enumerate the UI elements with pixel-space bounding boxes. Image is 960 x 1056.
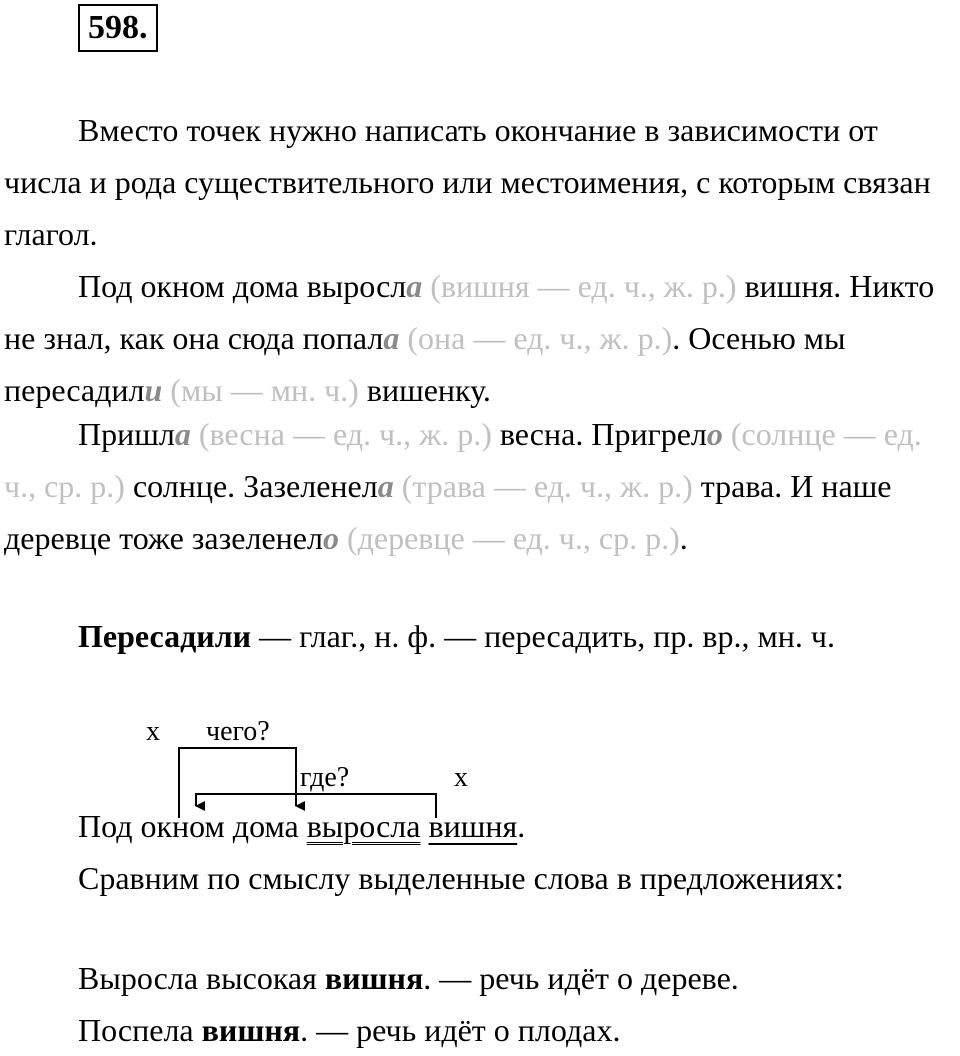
ending: а [383, 320, 400, 356]
grammar-note: (трава — ед. ч., ж. р.) [393, 468, 693, 504]
text: Осенью мы пересадил [4, 320, 846, 408]
answer-paragraph-2 [4, 408, 956, 564]
text: вишенку. [358, 372, 491, 408]
highlighted-word: вишня [324, 960, 424, 996]
x-mark-right: х [454, 762, 468, 793]
exercise-number: 598. [78, 4, 158, 52]
analysis-text: — глаг., н. ф. — пересадить, пр. вр., мн. ч. [251, 618, 835, 654]
ending: и [144, 372, 163, 408]
text: . [517, 808, 526, 844]
word: дома [232, 808, 299, 844]
text: . [672, 320, 681, 356]
text: Пришл [78, 416, 175, 452]
intro-paragraph: Вместо точек нужно написать окончание в зависимости от числа и рода существительного или местоимения, с которым связан глагол. [4, 112, 931, 252]
text: Поспела [78, 1012, 202, 1048]
text: вишня. [736, 268, 842, 304]
grammar-note: (она — ед. ч., ж. р.) [399, 320, 673, 356]
morphology-analysis [4, 610, 956, 662]
word: Под [78, 808, 133, 844]
ending: о [706, 416, 723, 452]
word: окном [140, 808, 225, 844]
text: л [367, 320, 384, 356]
highlighted-word: вишня [201, 1012, 301, 1048]
text: Под окном дома вырос [78, 268, 391, 304]
question-what: чего? [206, 716, 270, 747]
text: И наше деревце тоже зазеленел [4, 468, 892, 556]
ending: а [377, 468, 394, 504]
answer-paragraph-1 [4, 260, 956, 416]
grammar-note: (солнце — ед. ч., ср. р.) [4, 416, 922, 504]
text: Зазеленел [235, 468, 378, 504]
text: весна. [491, 416, 584, 452]
text: солнце. [124, 468, 236, 504]
question-where: где? [300, 762, 350, 793]
x-mark-left: х [146, 716, 160, 747]
predicate: выросла [306, 808, 421, 844]
grammar-note: (деревце — ед. ч., ср. р.) [338, 520, 680, 556]
grammar-note: (вишня — ед. ч., ж. р.) [422, 268, 737, 304]
ending: а [406, 268, 423, 304]
text: Пригрел [583, 416, 707, 452]
parsed-sentence [4, 800, 956, 852]
grammar-note: (весна — ед. ч., ж. р.) [190, 416, 492, 452]
analyzed-word: Пересадили [78, 618, 252, 654]
text: л [390, 268, 407, 304]
ending: о [322, 520, 339, 556]
text: . — речь идёт о дереве. [423, 960, 739, 996]
example-1 [4, 952, 956, 1004]
compare-paragraph: Сравним по смыслу выделенные слова в предложениях: [78, 860, 844, 896]
text: . [679, 520, 688, 556]
text: трава. [692, 468, 783, 504]
ending: а [174, 416, 191, 452]
subject: вишня [428, 808, 518, 844]
grammar-note: (мы — мн. ч.) [162, 372, 359, 408]
text: . — речь идёт о плодах. [300, 1012, 621, 1048]
example-2 [4, 1004, 956, 1056]
text: Никто не знал, как она сюда попа [4, 268, 935, 356]
text: Выросла высокая [78, 960, 325, 996]
